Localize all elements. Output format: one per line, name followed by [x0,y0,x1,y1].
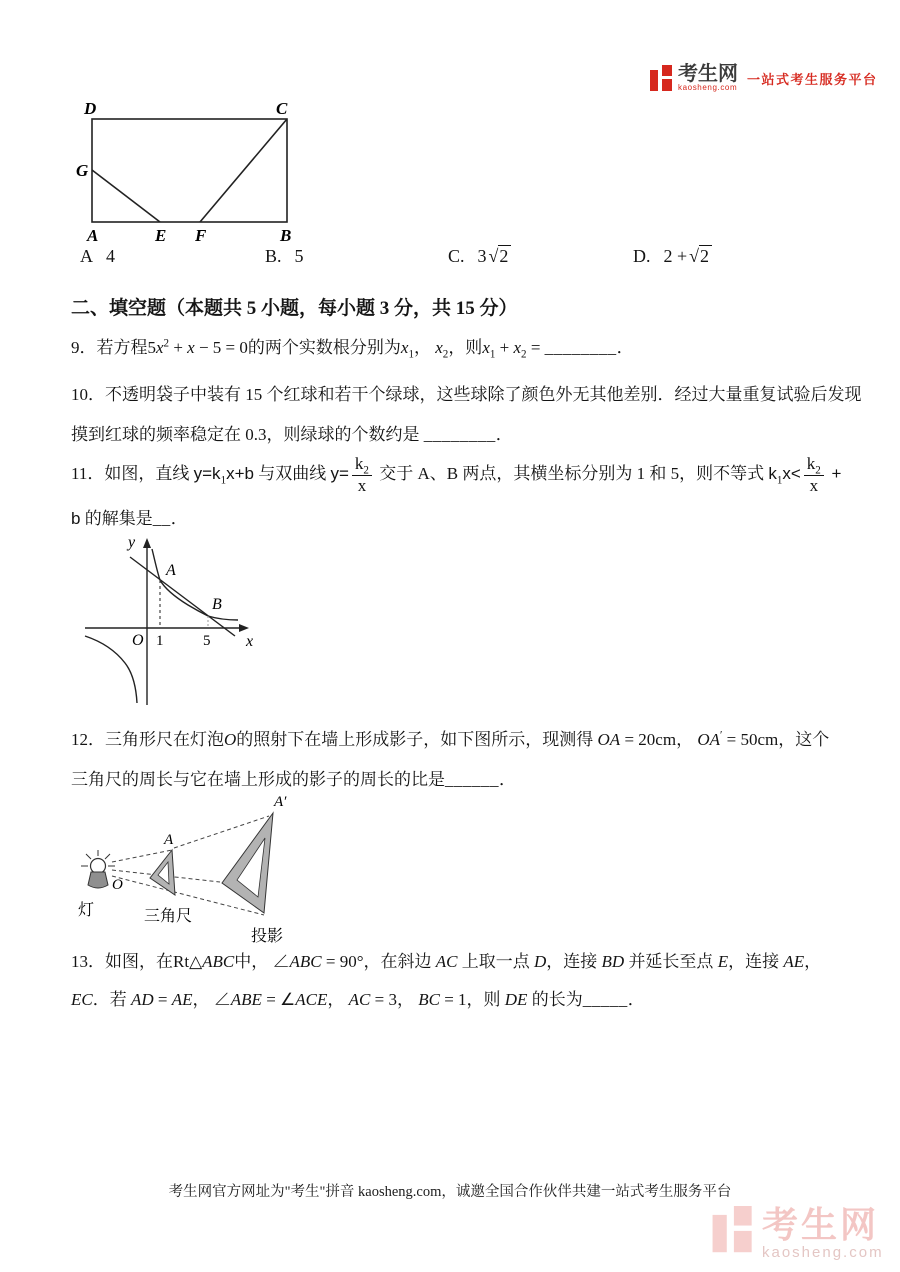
brand-logo-text [678,64,738,93]
fig1-label-F: F [195,226,207,245]
fig3-label-A: A [164,832,174,848]
option-d: D. 2 + √2 [633,246,712,267]
question-9-text: 9．若方程$5x^2 + x - 5 = 0$的两个实数根分别为$x_1$， $x_2$，则$x_1 + x_2$ = ________． [71,337,634,361]
watermark-logo [712,1206,884,1261]
question-11-line2: b 的解集是__． [71,509,188,528]
fig2-label-origin: O [132,632,144,649]
fig1-label-E: E [155,226,167,245]
watermark-name: 考生网 [762,1204,880,1245]
watermark-text [762,1206,884,1261]
fig3-label-Aprime: A′ [274,794,287,810]
fig3-label-ruler: 三角尺 [144,908,193,925]
option-c: C. 3 √2 [448,246,511,267]
question-12-line1: 12．三角形尺在灯泡O的照射下在墙上形成影子，如下图所示，现测得 OA = 20cm， OA′ = 50cm，这个 [71,729,830,749]
option-b: B. 5 [265,246,304,266]
fig1-label-G: G [76,161,89,180]
figure-lamp-projection [68,788,348,952]
segment-GE [92,170,160,222]
figure-rectangle-abcd [75,100,305,250]
fig1-label-B: B [280,226,292,245]
shadow-triangle-outer [222,813,273,913]
brand-tagline: 一站式考生服务平台 [747,71,878,87]
section-title: 二、填空题（本题共 5 小题，每小题 3 分，共 15 分） [71,298,518,319]
option-a: A 4 [80,246,115,266]
fig1-label-A: A [87,226,99,245]
fig2-label-y: y [128,534,136,551]
fig3-label-lamp: 灯 [78,902,95,919]
segment-FC [200,119,287,222]
question-12-line2: 三角尺的周长与它在墙上形成的影子的周长的比是______． [71,770,516,789]
fig2-label-A: A [166,562,176,579]
x-axis-arrow [239,624,249,632]
hyperbola-branch-1 [152,549,238,620]
question-13-line1: 13．如图，在Rt△ABC中， ∠ABC = 90°，在斜边 AC 上取一点 D，连接 BD 并延长至点 E，连接 AE， [71,952,822,971]
fig2-tick-5: 5 [203,633,211,649]
hyperbola-branch-3 [85,636,137,703]
question-11-line1: 11．如图，直线 $y=k_1x+b$ 与双曲线 y= $\frac{k_2}{x}$ 交于 A、B 两点，其横坐标分别为 1 和 5，则不等式 $k_1x<$ $\frac{k_2}{x}$ + [71,454,842,495]
watermark-logo-icon [712,1206,754,1254]
fig2-tick-1: 1 [156,633,164,649]
question-13-line2: EC．若 AD = AE， ∠ABE = ∠ACE， AC = 3， BC = 1，则 DE 的长为_____． [71,990,645,1009]
question-10-line1: 10．不透明袋子中装有 15 个红球和若干个绿球，这些球除了颜色外无其他差别．经过大量重复试验后发现 [71,385,862,404]
question-10-line2: 摸到红球的频率稳定在 0.3，则绿球的个数约是 ________． [71,425,513,444]
brand-logo [650,64,878,93]
brand-logo-icon [650,65,673,92]
question-8-options [0,246,900,276]
fig3-label-O: O [112,877,123,893]
footer-text: 考生网官方网址为"考生"拼音 kaosheng.com，诚邀全国合作伙伴共建一站式考生服务平台 [168,1184,732,1200]
y-axis-arrow [143,538,151,548]
fig2-label-B: B [212,596,222,613]
watermark-domain: kaosheng.com [762,1243,884,1261]
fig3-label-shadow: 投影 [251,928,284,945]
rectangle-ABCD [92,119,287,222]
lamp-icon [81,850,115,888]
figure-hyperbola-graph [80,533,262,713]
fig1-label-C: C [276,100,288,118]
fig2-label-x: x [246,633,254,650]
fig1-label-D: D [84,100,97,118]
brand-domain: kaosheng.com [678,83,738,92]
brand-name: 考生网 [678,63,738,85]
ray-O-A [112,850,172,862]
